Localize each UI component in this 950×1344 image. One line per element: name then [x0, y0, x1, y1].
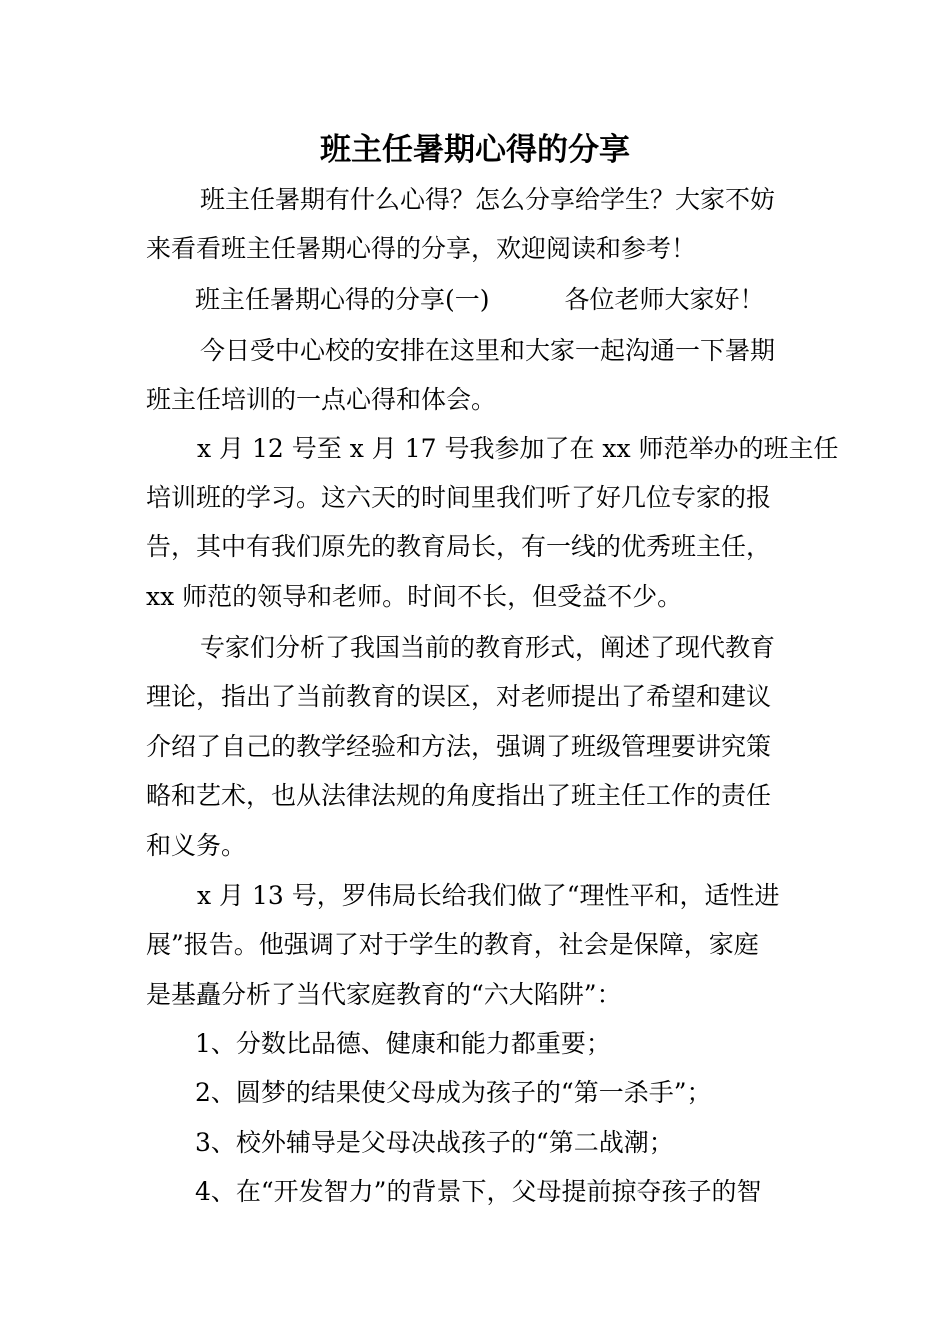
- paragraph-line: x 月 12 号至 x 月 17 号我参加了在 xx 师范举办的班主任: [197, 434, 839, 463]
- paragraph-line: xx 师范的领导和老师。时间不长，但受益不少。: [146, 582, 683, 611]
- paragraph-line: 略和艺术，也从法律法规的角度指出了班主任工作的责任: [146, 781, 772, 810]
- paragraph-line: 和义务。: [146, 831, 247, 860]
- list-item: 2、圆梦的结果使父母成为孩子的“第一杀手”；: [195, 1078, 712, 1107]
- paragraph-line: 理论，指出了当前教育的误区，对老师提出了希望和建议: [146, 682, 772, 711]
- paragraph-line: 告，其中有我们原先的教育局长，有一线的优秀班主任，: [146, 532, 772, 561]
- paragraph-line: 培训班的学习。这六天的时间里我们听了好几位专家的报: [146, 483, 772, 512]
- paragraph-line: 展”报告。他强调了对于学生的教育，社会是保障，家庭: [146, 930, 759, 959]
- paragraph-line: 来看看班主任暑期心得的分享，欢迎阅读和参考！: [146, 234, 697, 263]
- paragraph-line: 今日受中心校的安排在这里和大家一起沟通一下暑期: [200, 336, 776, 365]
- paragraph-line: 班主任培训的一点心得和体会。: [146, 385, 497, 414]
- paragraph-line: 专家们分析了我国当前的教育形式，阐述了现代教育: [200, 633, 776, 662]
- paragraph-line: 班主任暑期有什么心得？怎么分享给学生？大家不妨: [200, 185, 776, 214]
- paragraph-line: 介绍了自己的教学经验和方法，强调了班级管理要讲究策: [146, 732, 772, 761]
- paragraph-line: 班主任暑期心得的分享(一) 各位老师大家好！: [195, 285, 765, 314]
- list-item: 4、在“开发智力”的背景下，父母提前掠夺孩子的智: [195, 1177, 762, 1206]
- paragraph-line: x 月 13 号，罗伟局长给我们做了“理性平和，适性进: [197, 881, 780, 910]
- list-item: 3、校外辅导是父母决战孩子的“第二战潮；: [195, 1128, 674, 1157]
- list-item: 1、分数比品德、健康和能力都重要；: [195, 1029, 611, 1058]
- document-title: 班主任暑期心得的分享: [320, 132, 630, 168]
- paragraph-line: 是基矗分析了当代家庭教育的“六大陷阱”：: [146, 980, 622, 1009]
